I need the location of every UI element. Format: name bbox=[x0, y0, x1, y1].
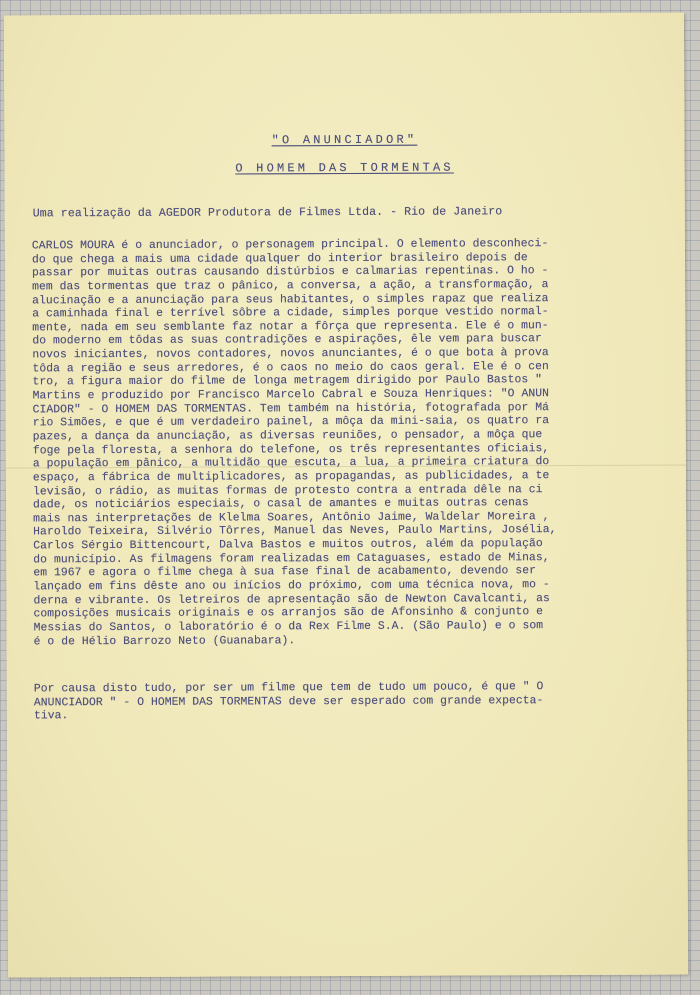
document-subtitle: O HOMEM DAS TORMENTAS bbox=[235, 160, 454, 176]
body-line: tro, a figura maior do filme de longa metragem dirigido por Paulo Bastos " bbox=[32, 374, 543, 389]
body-line: Carlos Sérgio Bittencourt, Dalva Bastos e muitos outros, além da população bbox=[33, 538, 543, 553]
body-line: alucinação e a anunciação para seus habitantes, o simples rapaz que realiza bbox=[32, 292, 549, 307]
body-line: a caminhada final e terrível sôbre a cidade, simples porque vestido normal- bbox=[32, 306, 549, 321]
body-line: mem das tormentas que traz o pânico, a conversa, a ação, a transformação, a bbox=[32, 279, 549, 294]
body-line: pazes, a dança da anunciação, as diversas reuniões, o pensador, a môça que bbox=[32, 429, 543, 444]
body-line: foge pela floresta, a senhora do telefone, os três representantes oficiais, bbox=[32, 442, 550, 457]
body-line: CARLOS MOURA é o anunciador, o personagem principal. O elemento desconheci- bbox=[31, 238, 549, 253]
body-line: lançado em fins dêste ano ou inícios do próximo, com uma técnica nova, mo - bbox=[33, 579, 550, 594]
body-line: composições musicais originais e os arranjos são de Afonsinho & conjunto e bbox=[33, 606, 544, 621]
closing-paragraph bbox=[34, 681, 674, 725]
body-line: em 1967 e agora o filme chega à sua fase final de acabamento, devendo ser bbox=[33, 565, 537, 580]
body-line: Haroldo Teixeira, Silvério Tôrres, Manuel das Neves, Paulo Martins, Josélia, bbox=[33, 524, 557, 539]
production-credit: Uma realização da AGEDOR Produtora de Filmes Ltda. - Rio de Janeiro bbox=[32, 205, 503, 221]
body-line: é o de Hélio Barrozo Neto (Guanabara). bbox=[33, 634, 296, 648]
body-line: a população em pânico, a multidão que escuta, a lua, a primeira criatura do bbox=[32, 456, 550, 471]
body-line: Martins e produzido por Francisco Marcelo Cabral e Souza Henriques: "O ANUN bbox=[32, 388, 550, 403]
body-line: derna e vibrante. Os letreiros de apresentação são de Newton Cavalcanti, as bbox=[33, 592, 550, 608]
body-line: do que chega a mais uma cidade qualquer do interior brasileiro depois de bbox=[31, 251, 528, 267]
body-line: rio Simões, e que é um verdadeiro painel, a môça da mini-saia, os quatro ra bbox=[32, 415, 550, 430]
body-line: passar por muitas outras causando distúrbios e calmarias repentinas. O ho - bbox=[32, 265, 549, 280]
closing-line: tiva. bbox=[33, 710, 69, 723]
body-line: do município. As filmagens foram realizadas em Cataguases, estado de Minas, bbox=[33, 551, 550, 567]
body-line: CIADOR" - O HOMEM DAS TORMENTAS. Tem também na história, fotografada por Má bbox=[32, 401, 550, 417]
document-title: "O ANUNCIADOR" bbox=[271, 132, 418, 148]
body-line: levisão, o rádio, as muitas formas de protesto contra a entrada dêle na ci bbox=[32, 483, 543, 498]
closing-line: ANUNCIADOR " - O HOMEM DAS TORMENTAS deve ser esperado com grande expecta- bbox=[33, 694, 544, 710]
body-paragraph bbox=[32, 238, 674, 650]
body-line: mais nas interpretações de Klelma Soares, Antônio Jaime, Waldelar Moreira , bbox=[33, 510, 550, 526]
body-line: mente, nada em seu semblante faz notar a fôrça que representa. Ele é o mun- bbox=[32, 319, 549, 335]
body-line: tôda a região e seus arredores, é o caos no meio do caos geral. Ele é o cen bbox=[32, 360, 549, 376]
body-line: dade, os noticiários especiais, o casal de amantes e muitas outras cenas bbox=[33, 497, 529, 512]
typed-page bbox=[4, 13, 688, 978]
body-line: novos iniciantes, novos contadores, novos anunciantes, é o que bota à prova bbox=[32, 347, 549, 362]
closing-line: Por causa disto tudo, por ser um filme que tem de tudo um pouco, é que " O bbox=[33, 681, 544, 696]
body-line: Messias do Santos, o laboratório é o da Rex Filme S.A. (São Paulo) e o som bbox=[33, 620, 544, 635]
body-line: do moderno em tôdas as suas contradições e aspirações, êle vem para buscar bbox=[32, 333, 542, 348]
body-line: espaço, a fábrica de multiplicadores, as propagandas, as publicidades, a te bbox=[32, 470, 550, 485]
